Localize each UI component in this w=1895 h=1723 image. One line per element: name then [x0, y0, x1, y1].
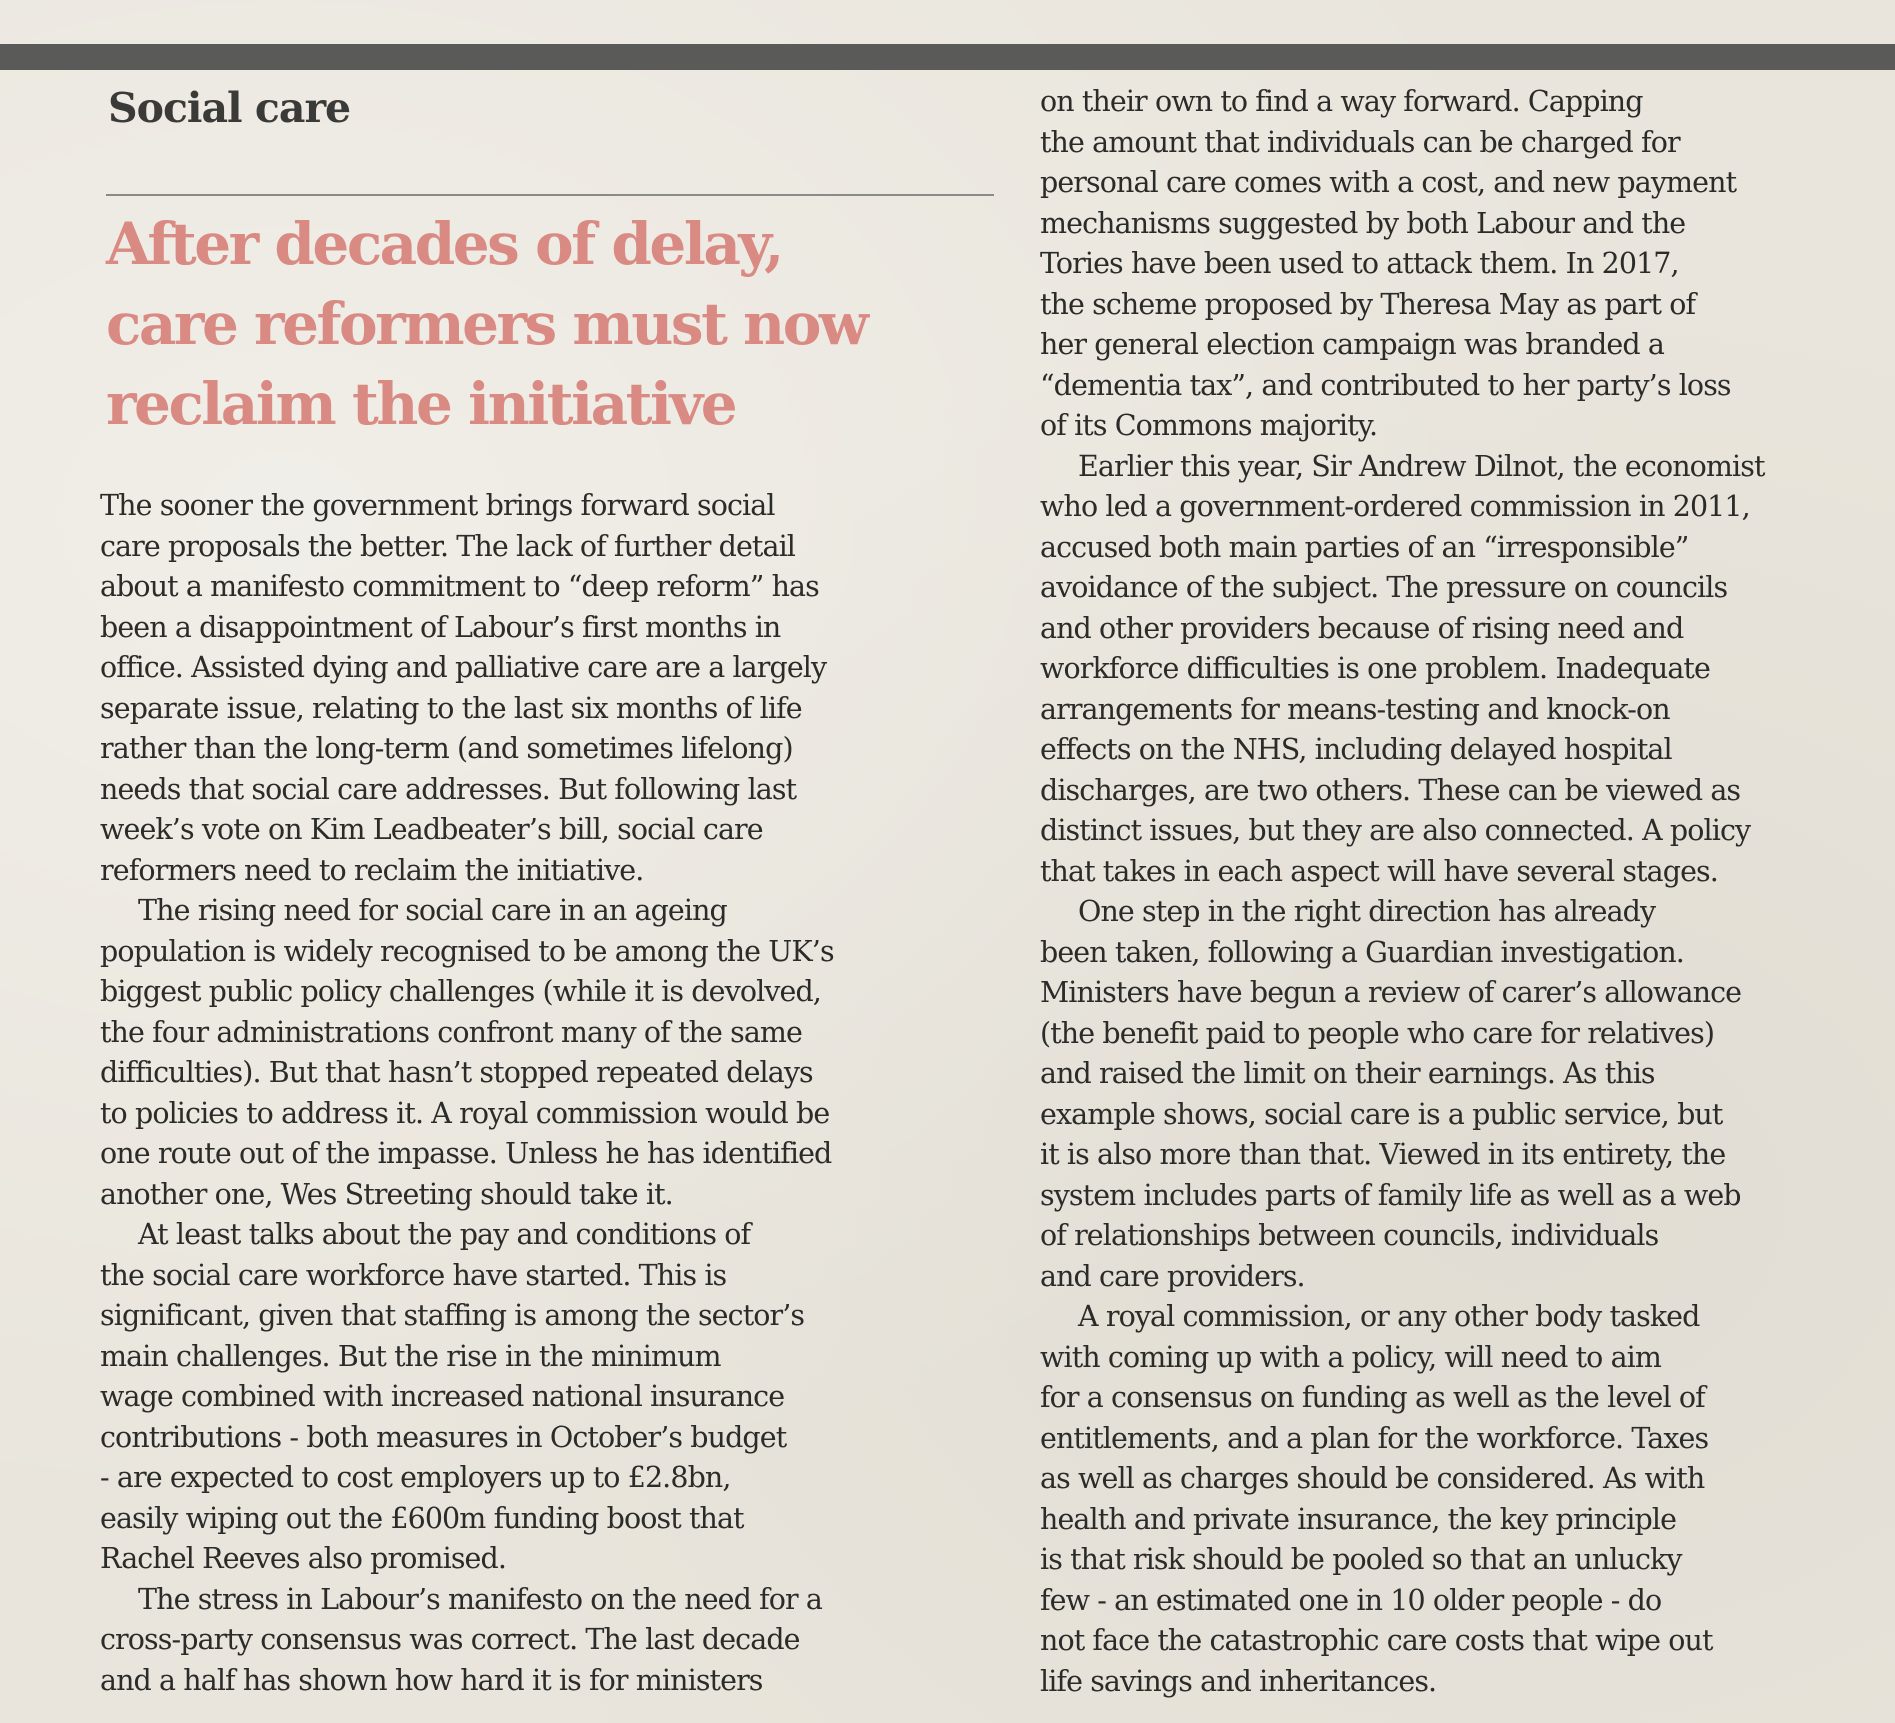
section-label: Social care — [108, 84, 351, 132]
paragraph: The rising need for social care in an ageing population is widely recognised to be among the UK’s biggest public policy challenges (while it is devolved, the four administrations confront many of the same difficulties). But that hasn’t stopped repeated delays to policies to address it. A royal commission would be one route out of the impasse. Unless he has identified another one, Wes Streeting should take it. — [100, 894, 834, 1211]
paragraph: Earlier this year, Sir Andrew Dilnot, the economist who led a government-ordered commission in 2011, accused both main parties of an “irresponsible” avoidance of the subject. The pressure on councils and other providers because of rising need and workforce difficulties is one problem. Inadequate arrangements for means-testing and knock-on effects on the NHS, including delayed hospital discharges, are two others. These can be viewed as distinct issues, but they are also connected. A policy that takes in each aspect will have several stages. — [1040, 449, 1765, 888]
top-rule — [0, 44, 1895, 70]
headline — [106, 204, 1006, 444]
paragraph: At least talks about the pay and conditions of the social care workforce have started. This is significant, given that staffing is among the sector’s main challenges. But the rise in the minimum wage combined with increased national insurance contributions - both measures in October’s budget - are expected to cost employers up to £2.8bn, easily wiping out the £600m funding boost that Rachel Reeves also promised. — [100, 1218, 805, 1575]
paragraph: The stress in Labour’s manifesto on the need for a cross-party consensus was correct. The last decade and a half has shown how hard it is for ministers — [100, 1582, 823, 1697]
column-left — [100, 486, 1000, 1701]
headline-rule — [106, 194, 994, 196]
paragraph: The sooner the government brings forward social care proposals the better. The lack of further detail about a manifesto commitment to “deep reform” has been a disappointment of Labour’s first months in office. Assisted dying and palliative care are a largely separate issue, relating to the last six months of life rather than the long-term (and sometimes lifelong) needs that social care addresses. But following last week’s vote on Kim Leadbeater’s bill, social care reformers need to reclaim the initiative. — [100, 489, 827, 887]
headline-text: After decades of delay, care reformers must now reclaim the initiative — [106, 210, 867, 438]
paragraph: One step in the right direction has already been taken, following a Guardian investigation. Ministers have begun a review of carer’s allowance (the benefit paid to people who care for relatives) and raised the limit on their earnings. As this example shows, social care is a public service, but it is also more than that. Viewed in its entirety, the system includes parts of family life as well as a web of relationships between councils, individuals and care providers. — [1040, 895, 1742, 1293]
column-right — [1040, 82, 1880, 1702]
paragraph: A royal commission, or any other body tasked with coming up with a policy, will need to aim for a consensus on funding as well as the level of entitlements, and a plan for the workforce. Taxes as well as charges should be considered. As with health and private insurance, the key principle is that risk should be pooled so that an unlucky few - an estimated one in 10 older people - do not face the catastrophic care costs that wipe out life savings and inheritances. — [1040, 1300, 1713, 1698]
paragraph: on their own to find a way forward. Capping the amount that individuals can be charged for personal care comes with a cost, and new payment mechanisms suggested by both Labour and the Tories have been used to attack them. In 2017, the scheme proposed by Theresa May as part of her general election campaign was branded a “dementia tax”, and contributed to her party’s loss of its Commons majority. — [1040, 85, 1737, 442]
